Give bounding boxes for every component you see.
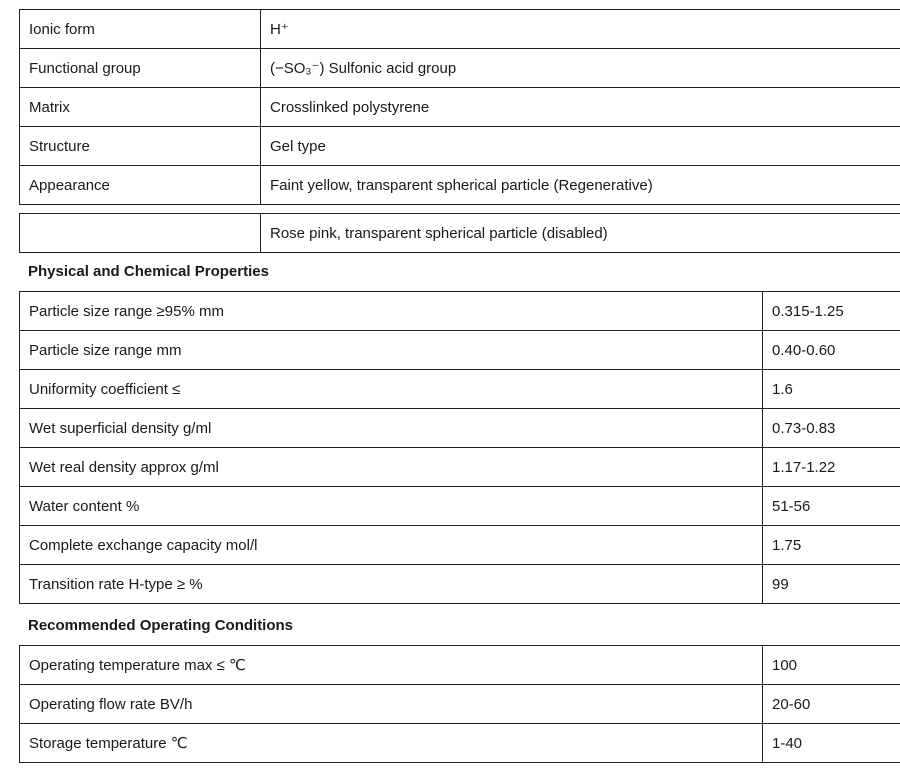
property-label: Structure xyxy=(20,127,261,166)
appearance-extra-table xyxy=(19,213,900,253)
table-row xyxy=(20,331,900,370)
table-row xyxy=(20,685,900,724)
property-label: Functional group xyxy=(20,49,261,88)
property-value: Gel type xyxy=(261,127,900,166)
property-value: 100 xyxy=(763,646,900,685)
property-label: Storage temperature ℃ xyxy=(20,724,763,763)
property-label xyxy=(20,214,261,253)
property-label: Uniformity coefficient ≤ xyxy=(20,370,763,409)
property-label: Matrix xyxy=(20,88,261,127)
property-value: 1.17-1.22 xyxy=(763,448,900,487)
property-label: Ionic form xyxy=(20,10,261,49)
property-value: Rose pink, transparent spherical particle (disabled) xyxy=(261,214,900,253)
physical-section-heading: Physical and Chemical Properties xyxy=(28,263,269,280)
property-value: 0.40-0.60 xyxy=(763,331,900,370)
property-label: Particle size range ≥95% mm xyxy=(20,292,763,331)
property-label: Water content % xyxy=(20,487,763,526)
property-value: 99 xyxy=(763,565,900,604)
operating-section-heading: Recommended Operating Conditions xyxy=(28,617,294,634)
table-row xyxy=(20,49,900,88)
property-value: Crosslinked polystyrene xyxy=(261,88,900,127)
table-row xyxy=(20,565,900,604)
property-value: 1-40 xyxy=(763,724,900,763)
table-row xyxy=(20,10,900,49)
table-row xyxy=(20,448,900,487)
property-value: H⁺ xyxy=(261,10,900,49)
property-label: Operating flow rate BV/h xyxy=(20,685,763,724)
table-row xyxy=(20,166,900,205)
table-row xyxy=(20,646,900,685)
property-label: Particle size range mm xyxy=(20,331,763,370)
property-value: (−SO₃⁻) Sulfonic acid group xyxy=(261,49,900,88)
table-row xyxy=(20,214,900,253)
table-row xyxy=(20,127,900,166)
table-row xyxy=(20,409,900,448)
operating-conditions-table xyxy=(19,645,900,763)
property-value: 0.315-1.25 xyxy=(763,292,900,331)
basic-properties-table xyxy=(19,9,900,205)
physical-properties-table xyxy=(19,291,900,604)
property-value: 1.6 xyxy=(763,370,900,409)
property-value: 1.75 xyxy=(763,526,900,565)
property-label: Appearance xyxy=(20,166,261,205)
property-label: Transition rate H-type ≥ % xyxy=(20,565,763,604)
table-row xyxy=(20,724,900,763)
property-value: Faint yellow, transparent spherical particle (Regenerative) xyxy=(261,166,900,205)
table-row xyxy=(20,526,900,565)
property-value: 20-60 xyxy=(763,685,900,724)
table-row xyxy=(20,487,900,526)
table-row xyxy=(20,88,900,127)
property-label: Wet superficial density g/ml xyxy=(20,409,763,448)
property-value: 51-56 xyxy=(763,487,900,526)
property-label: Wet real density approx g/ml xyxy=(20,448,763,487)
property-label: Complete exchange capacity mol/l xyxy=(20,526,763,565)
property-value: 0.73-0.83 xyxy=(763,409,900,448)
table-row xyxy=(20,292,900,331)
table-row xyxy=(20,370,900,409)
property-label: Operating temperature max ≤ ℃ xyxy=(20,646,763,685)
